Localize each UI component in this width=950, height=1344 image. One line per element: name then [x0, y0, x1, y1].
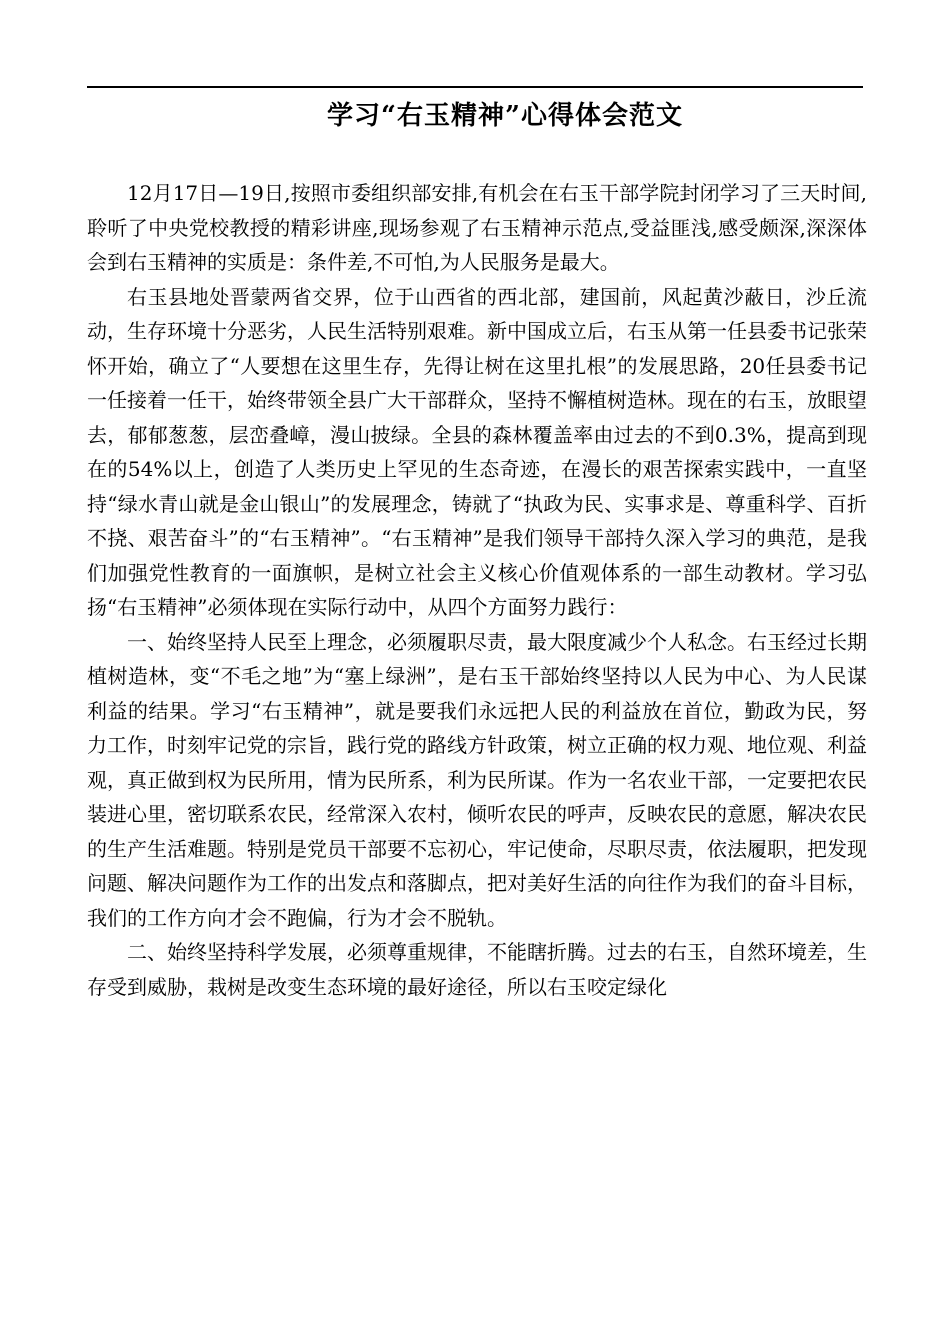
paragraph-4: 二、始终坚持科学发展，必须尊重规律，不能瞎折腾。过去的右玉，自然环境差，生存受到威胁，栽树是改变生态环境的最好途径，所以右玉咬定绿化	[87, 940, 867, 999]
paragraph-2: 右玉县地处晋蒙两省交界，位于山西省的西北部，建国前，风起黄沙蔽日，沙丘流动，生存环境十分恶劣，人民生活特别艰难。新中国成立后，右玉从第一任县委书记张荣怀开始，确立了“人要想在这里生存，先得让树在这里扎根”的发展思路，20任县委书记一任接着一任干，始终带领全县广大干部群众，坚持不懈植树造林。现在的右玉，放眼望去，郁郁葱葱，层峦叠嶂，漫山披绿。全县的森林覆盖率由过去的不到0.3%，提高到现在的54%以上，创造了人类历史上罕见的生态奇迹，在漫长的艰苦探索实践中，一直坚持“绿水青山就是金山银山”的发展理念，铸就了“执政为民、实事求是、尊重科学、百折不挠、艰苦奋斗”的“右玉精神”。“右玉精神”是我们领导干部持久深入学习的典范，是我们加强党性教育的一面旗帜，是树立社会主义核心价值观体系的一部生动教材。学习弘扬“右玉精神”必须体现在实际行动中，从四个方面努力践行：	[87, 284, 867, 619]
document-body	[87, 176, 867, 1004]
header-rule	[87, 86, 863, 88]
document-title: 学习“右玉精神”心得体会范文	[327, 101, 683, 131]
paragraph-1: 12月17日—19日,按照市委组织部安排,有机会在右玉干部学院封闭学习了三天时间,聆听了中央党校教授的精彩讲座,现场参观了右玉精神示范点,受益匪浅,感受颇深,深深体会到右玉精神的实质是：条件差,不可怕,为人民服务是最大。	[87, 181, 867, 274]
paragraph-3: 一、始终坚持人民至上理念，必须履职尽责，最大限度减少个人私念。右玉经过长期植树造林，变“不毛之地”为“塞上绿洲”，是右玉干部始终坚持以人民为中心、为人民谋利益的结果。学习“右玉精神”，就是要我们永远把人民的利益放在首位，勤政为民，努力工作，时刻牢记党的宗旨，践行党的路线方针政策，树立正确的权力观、地位观、利益观，真正做到权为民所用，情为民所系，利为民所谋。作为一名农业干部，一定要把农民装进心里，密切联系农民，经常深入农村，倾听农民的呼声，反映农民的意愿，解决农民的生产生活难题。特别是党员干部要不忘初心，牢记使命，尽职尽责，依法履职，把发现问题、解决问题作为工作的出发点和落脚点，把对美好生活的向往作为我们的奋斗目标，我们的工作方向才会不跑偏，行为才会不脱轨。	[87, 629, 867, 930]
